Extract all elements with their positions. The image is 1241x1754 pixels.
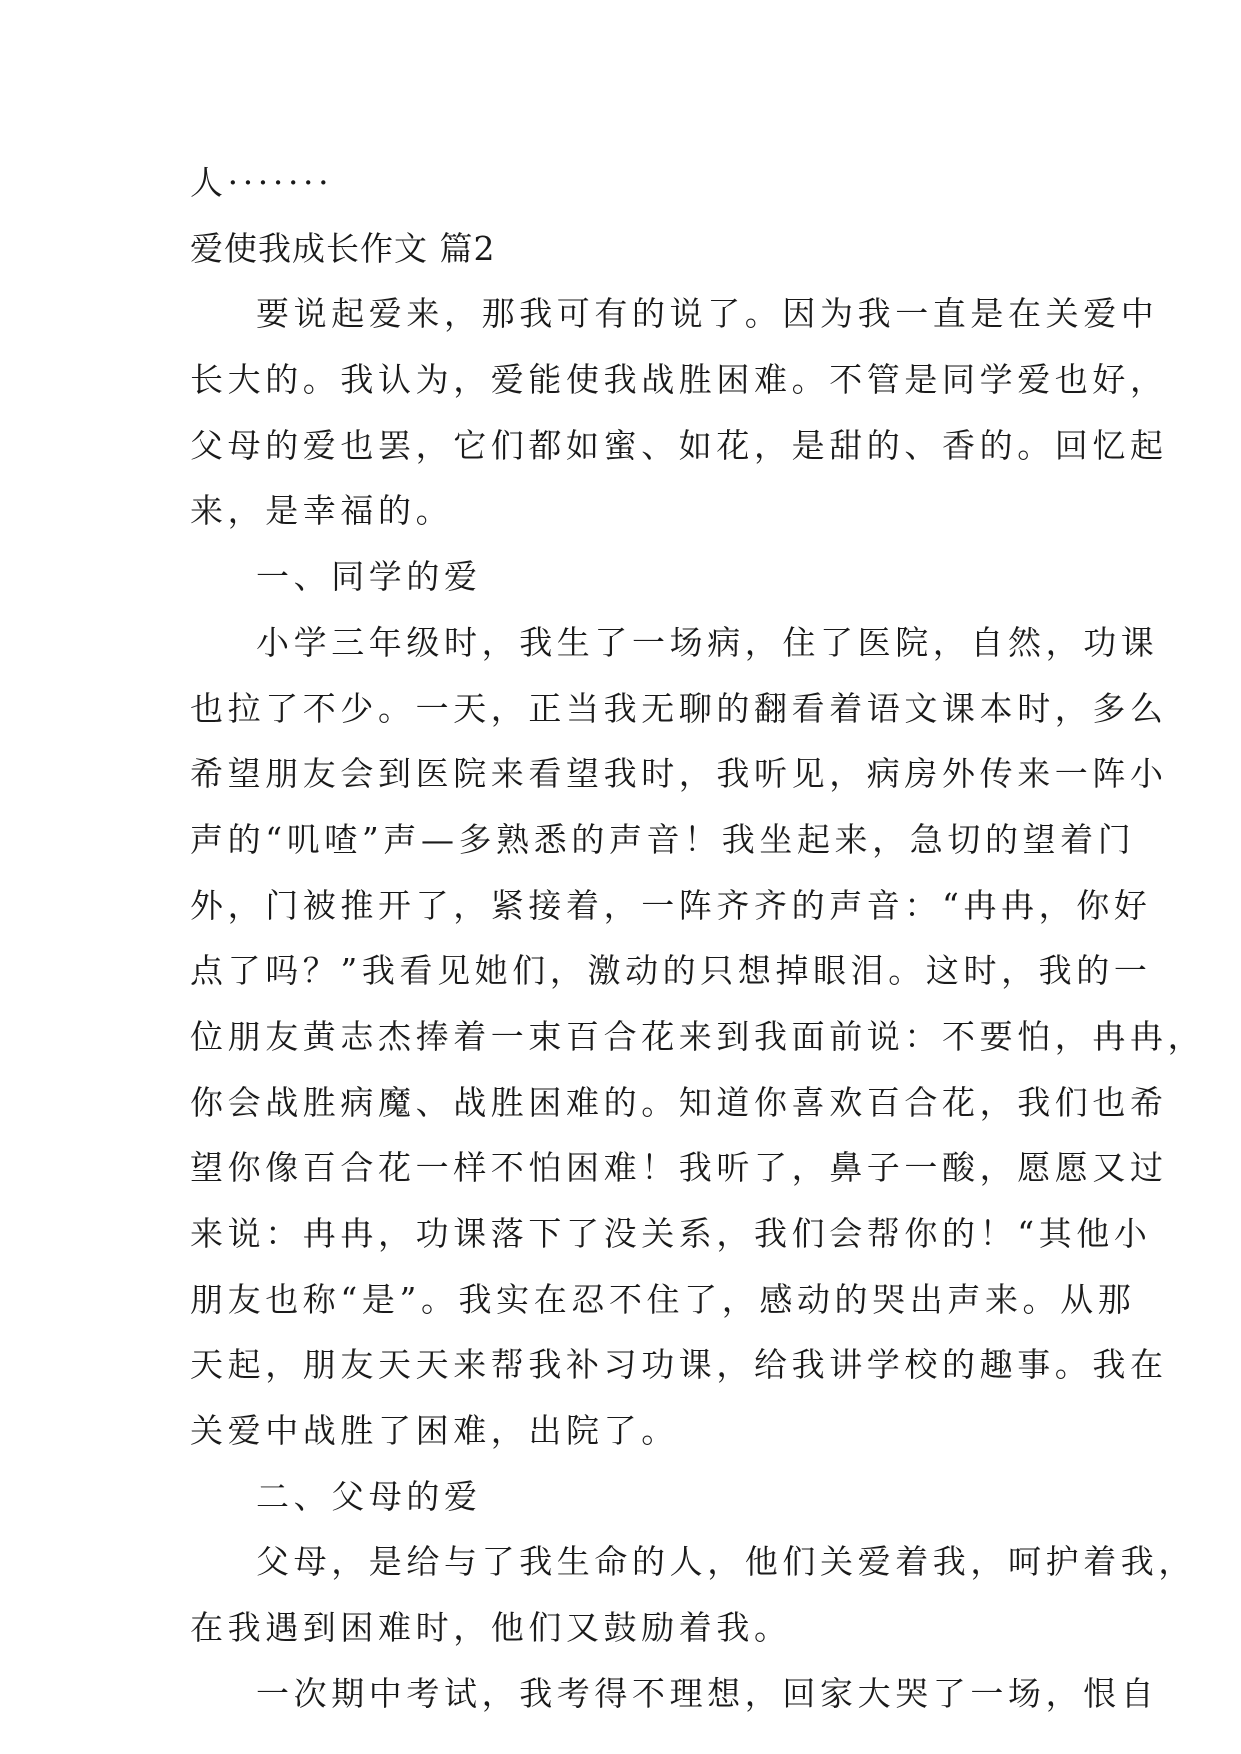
text-line: 位朋友黄志杰捧着一束百合花来到我面前说：不要怕，冉冉， — [190, 1016, 1206, 1056]
text-line: 你会战胜病魔、战胜困难的。知道你喜欢百合花，我们也希 — [190, 1082, 1168, 1122]
section-heading: 一、同学的爱 — [256, 557, 482, 597]
text-line: 关爱中战胜了困难，出院了。 — [190, 1411, 679, 1451]
paragraph-first-line: 要说起爱来，那我可有的说了。因为我一直是在关爱中 — [256, 294, 1159, 334]
text-line: 点了吗？”我看见她们，激动的只想掉眼泪。这时，我的一 — [190, 951, 1152, 991]
text-line: 父母的爱也罢，它们都如蜜、如花，是甜的、香的。回忆起 — [190, 425, 1168, 465]
text-line: 来，是幸福的。 — [190, 491, 454, 531]
essay-body — [190, 150, 1206, 1727]
text-line: 来说：冉冉，功课落下了没关系，我们会帮你的！“其他小 — [190, 1214, 1152, 1253]
paragraph-first-line: 小学三年级时，我生了一场病，住了医院，自然，功课 — [256, 622, 1159, 662]
section-heading: 二、父母的爱 — [256, 1476, 482, 1516]
text-line: 望你像百合花一样不怕困难！我听了，鼻子一酸，愿愿又过 — [190, 1148, 1168, 1188]
text-line: 天起，朋友天天来帮我补习功课，给我讲学校的趣事。我在 — [190, 1345, 1168, 1385]
text-line: 也拉了不少。一天，正当我无聊的翻看着语文课本时，多么 — [190, 688, 1168, 728]
essay-title: 爱使我成长作文 篇2 — [190, 228, 496, 268]
text-line: 长大的。我认为，爱能使我战胜困难。不管是同学爱也好， — [190, 360, 1168, 400]
text-line: 希望朋友会到医院来看望我时，我听见，病房外传来一阵小 — [190, 754, 1168, 794]
text-line: 朋友也称“是”。我实在忍不住了，感动的哭出声来。从那 — [190, 1279, 1136, 1319]
paragraph-first-line: 父母，是给与了我生命的人，他们关爱着我，呵护着我， — [256, 1542, 1196, 1582]
text-line: 外，门被推开了，紧接着，一阵齐齐的声音：“冉冉，你好 — [190, 885, 1152, 925]
text-line: 在我遇到困难时，他们又鼓励着我。 — [190, 1608, 792, 1648]
text-line: 声的“叽喳”声—多熟悉的声音！我坐起来，急切的望着门 — [190, 819, 1136, 859]
paragraph-first-line: 一次期中考试，我考得不理想，回家大哭了一场，恨自 — [256, 1673, 1159, 1713]
text-line: 人······· — [190, 163, 334, 202]
